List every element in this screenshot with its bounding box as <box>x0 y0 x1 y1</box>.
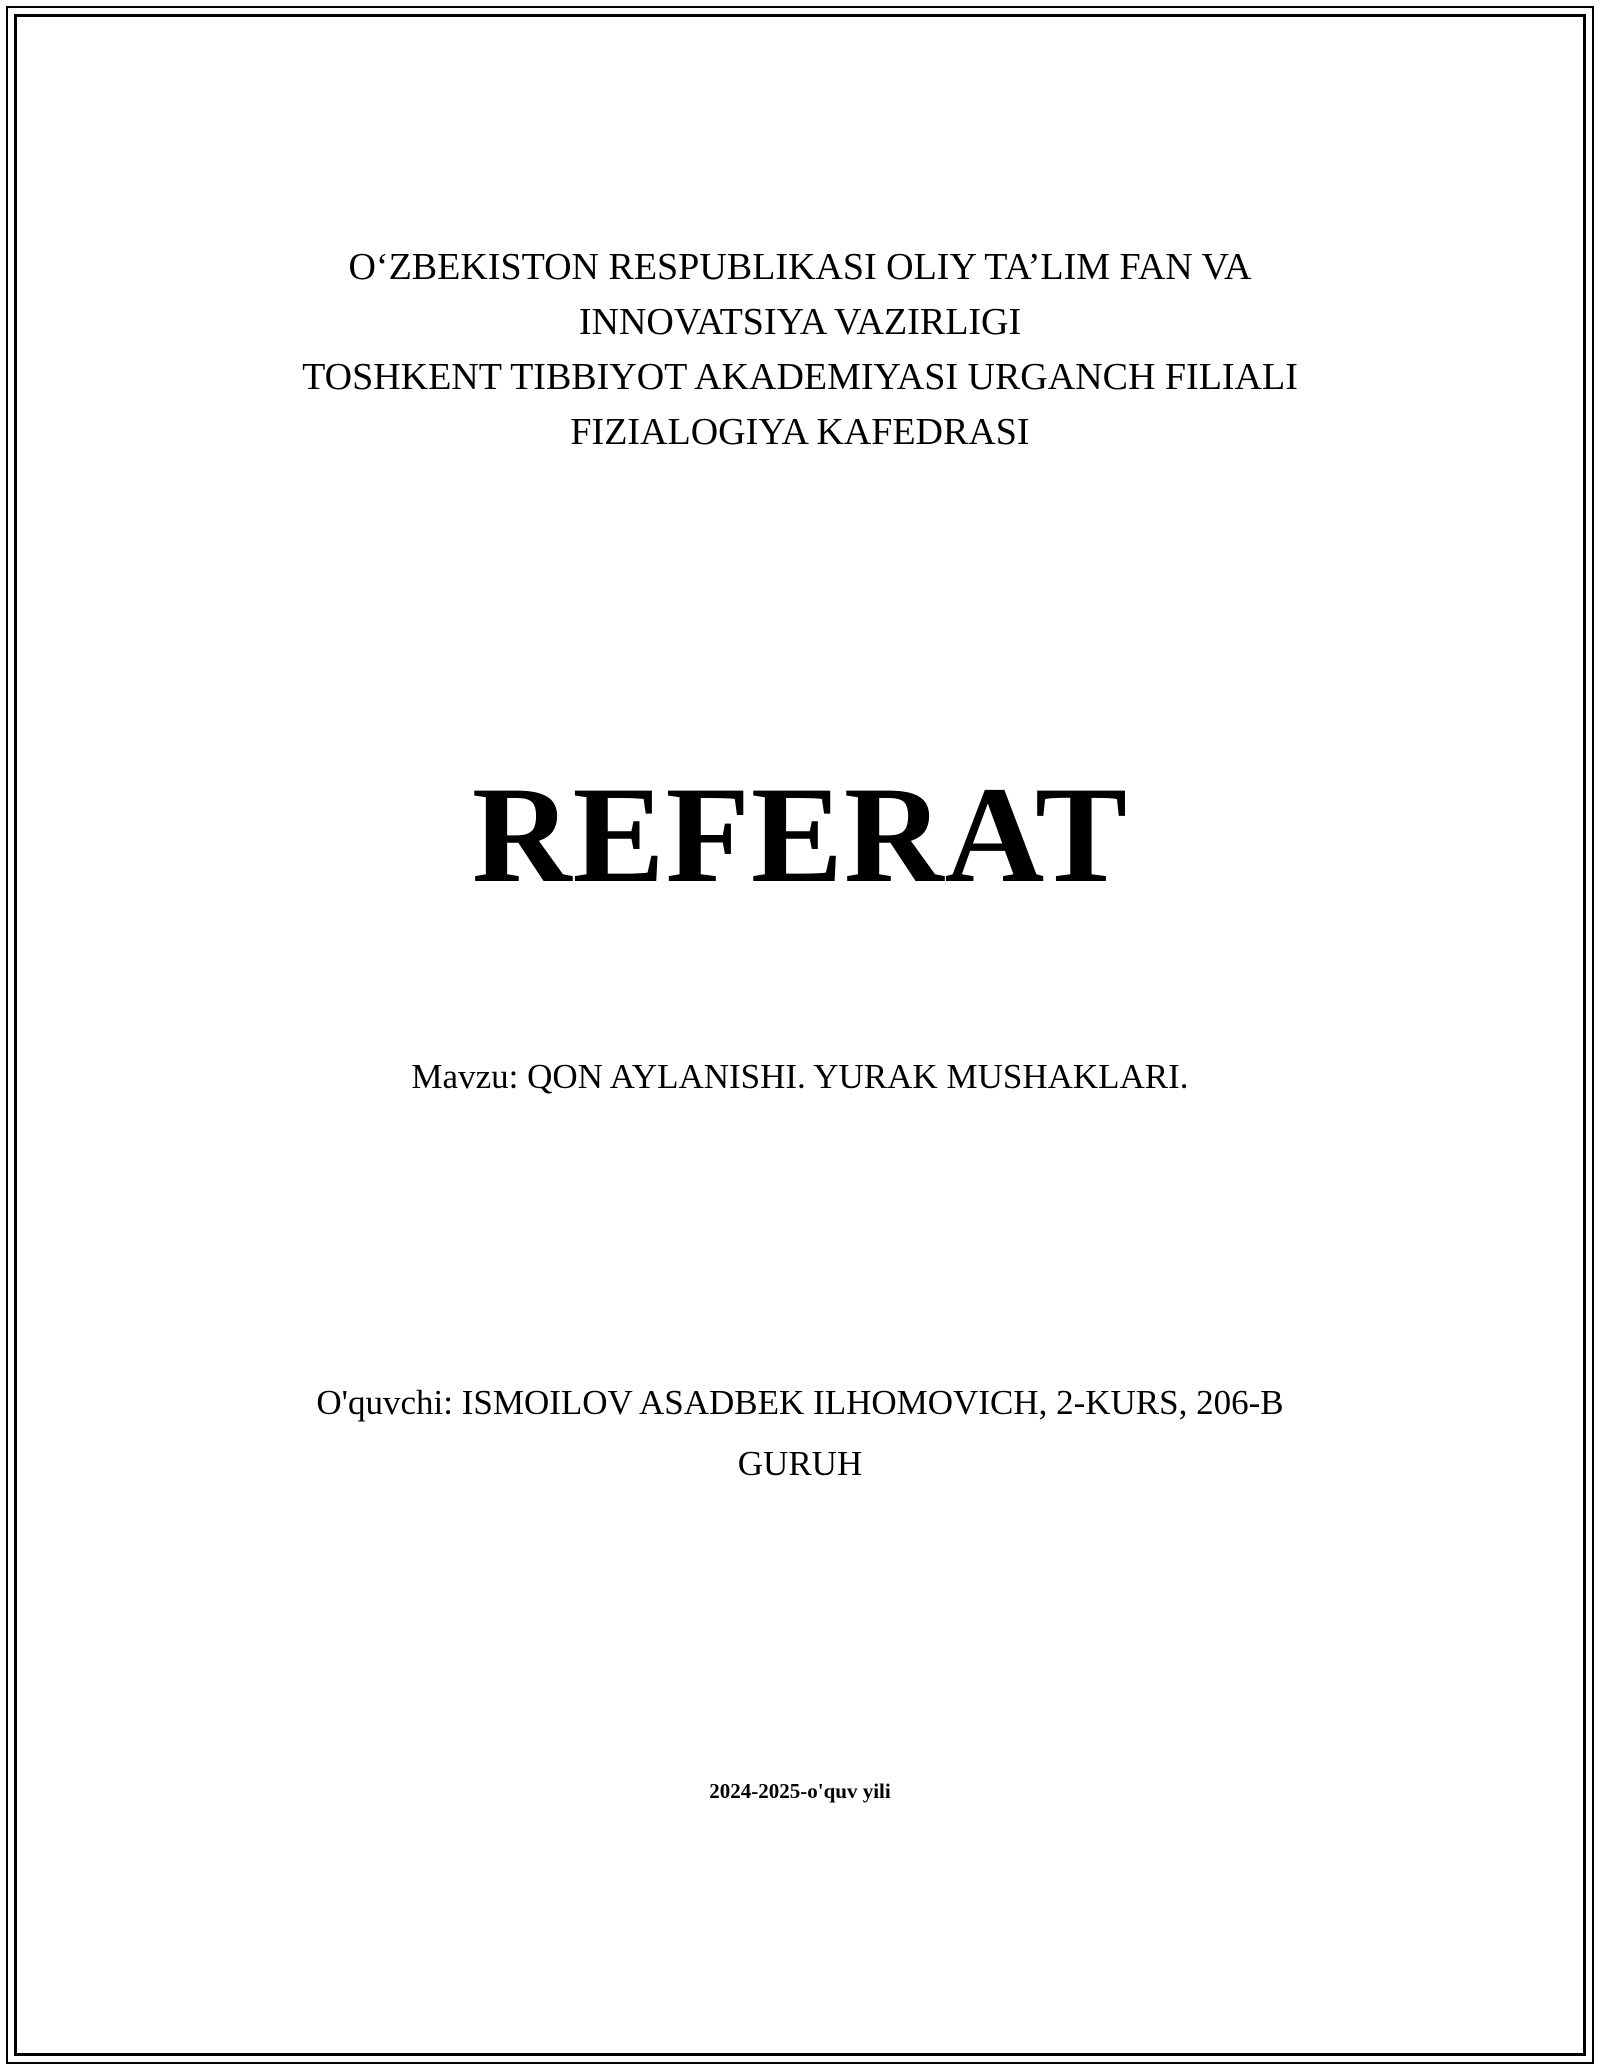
student-line-2: GURUH <box>737 1444 863 1483</box>
header-line-department: FIZIALOGIYA KAFEDRASI <box>570 411 1030 453</box>
academic-year: 2024-2025-o'quv yili <box>709 1779 891 1803</box>
institution-header <box>200 240 1400 460</box>
header-line-ministry-2: INNOVATSIYA VAZIRLIGI <box>578 301 1022 343</box>
student-line-1: O'quvchi: ISMOILOV ASADBEK ILHOMOVICH, 2-KURS, 206-B <box>316 1383 1284 1422</box>
header-line-academy: TOSHKENT TIBBIYOT AKADEMIYASI URGANCH FILIALI <box>302 356 1298 398</box>
topic-line: Mavzu: QON AYLANISHI. YURAK MUSHAKLARI. <box>411 1057 1189 1096</box>
document-title: REFERAT <box>471 758 1129 911</box>
student-info <box>200 1372 1400 1494</box>
header-line-ministry-1: O‘ZBEKISTON RESPUBLIKASI OLIY TA’LIM FAN VA <box>348 246 1252 288</box>
